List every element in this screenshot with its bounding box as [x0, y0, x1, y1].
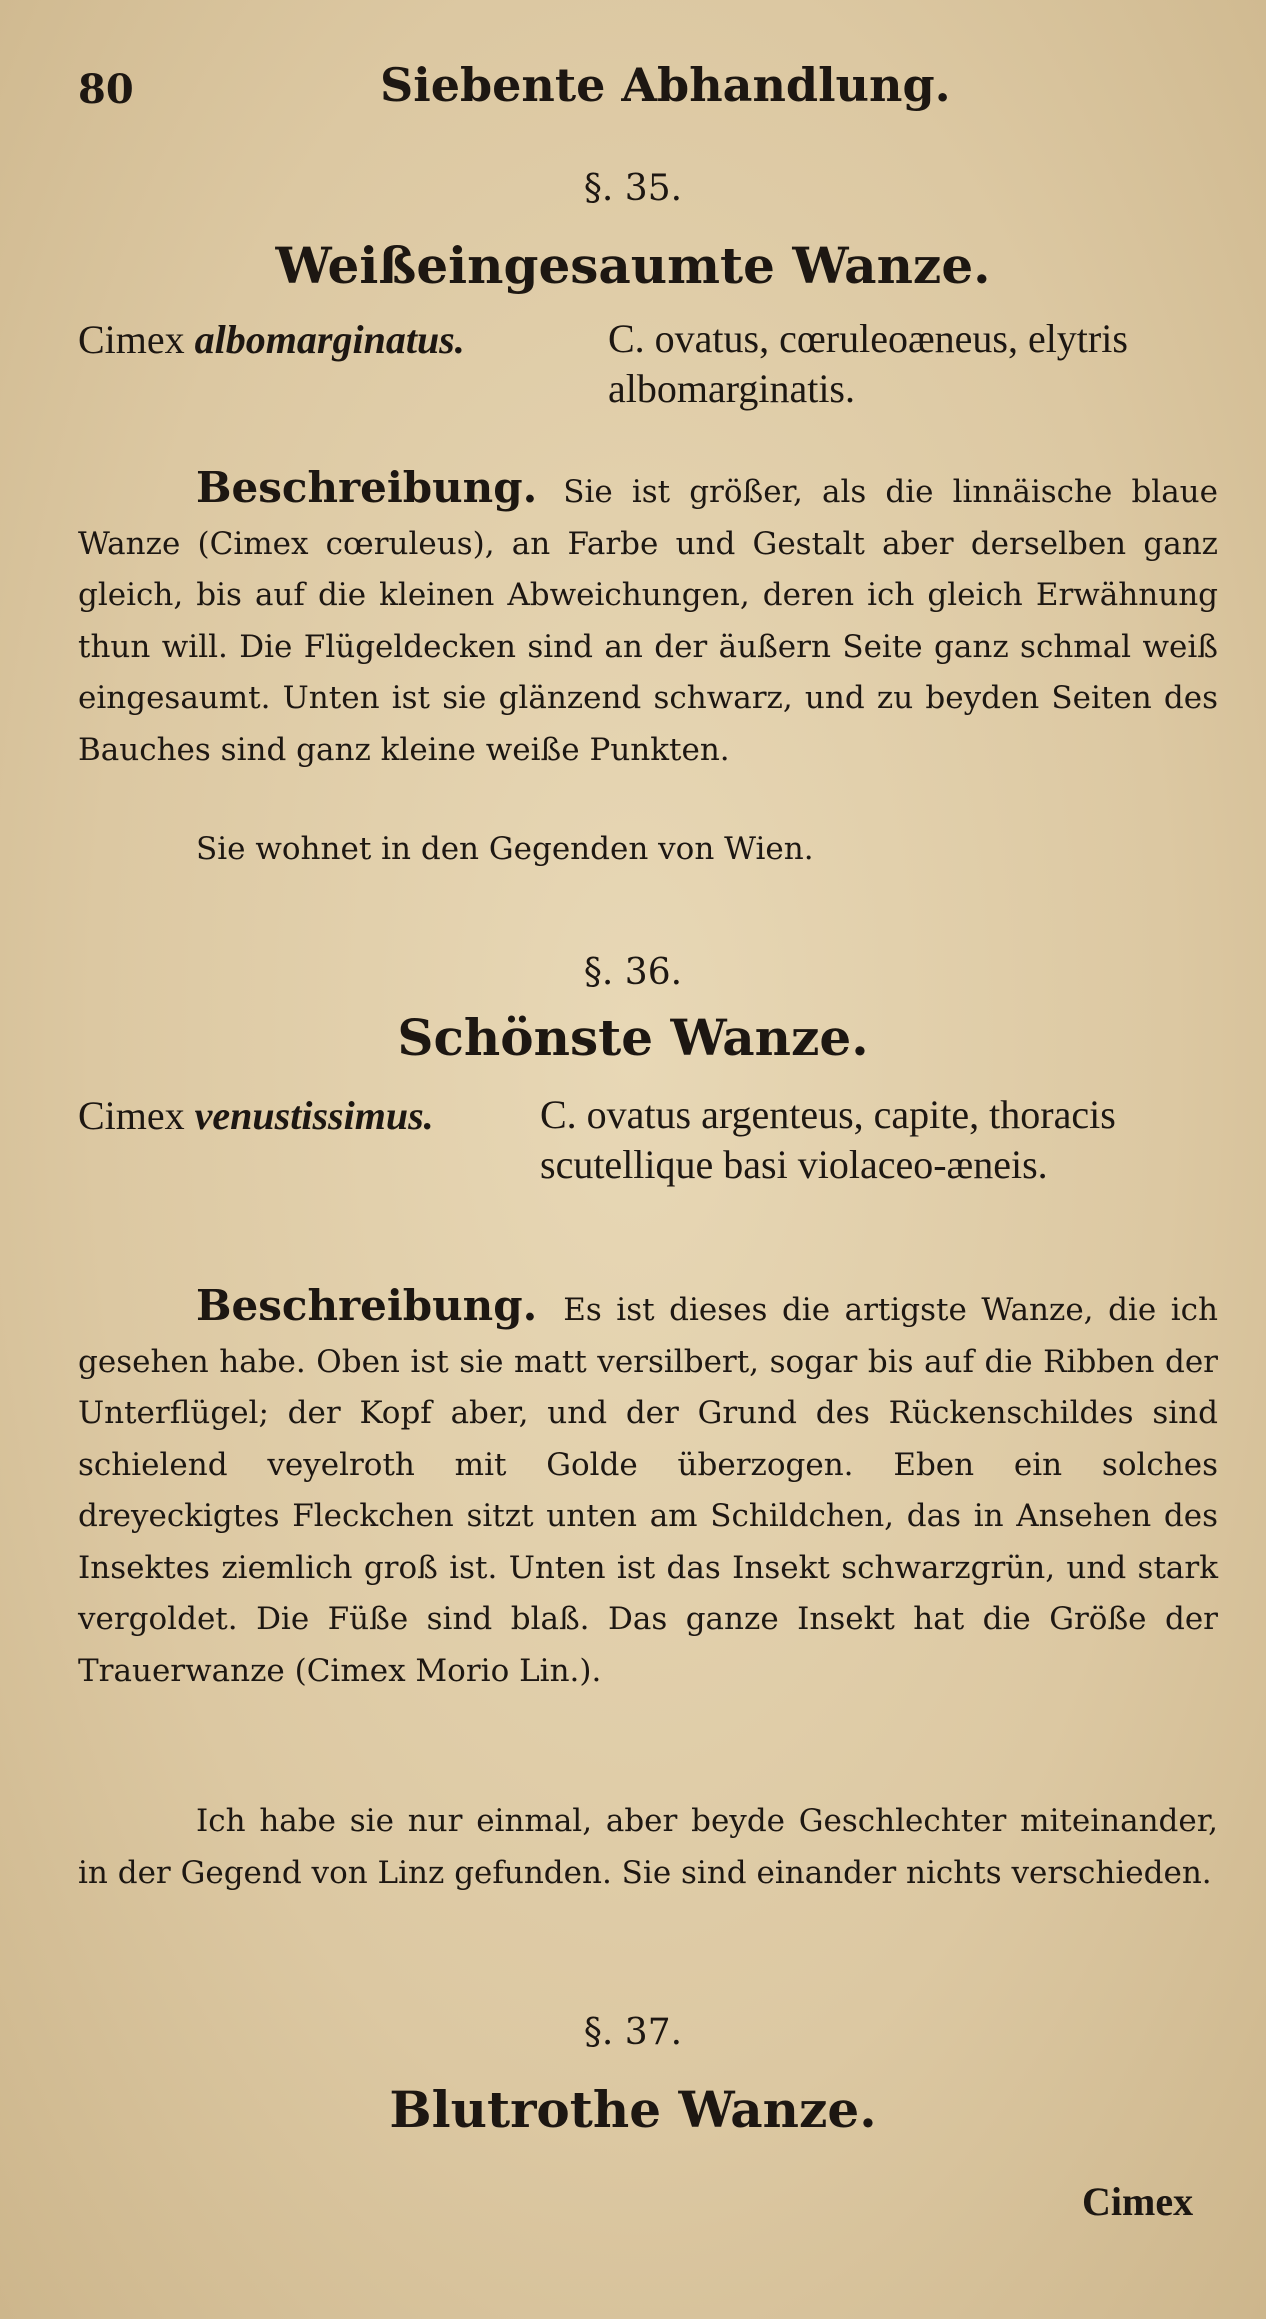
description-36 [78, 1280, 1218, 1697]
diagnosis-35: C. ovatus, cœruleoæneus, elytris albomarginatis. [608, 316, 1128, 411]
catchword: Cimex [1082, 2179, 1194, 2224]
note-text: Ich habe sie nur einmal, aber beyde Geschlechter miteinander, in der Gegend von Linz gefunden. Sie sind einander nichts verschieden. [78, 1803, 1218, 1891]
page-number: 80 [78, 66, 134, 113]
description-35 [78, 462, 1218, 776]
running-title: Siebente Abhandlung. [380, 58, 951, 112]
note-36 [78, 1796, 1218, 1899]
description-label: Beschreibung. [196, 1281, 538, 1330]
latin-species: venustissimus. [194, 1093, 434, 1138]
description-text: Sie ist größer, als die linnäische blaue Wanze (Cimex cœruleus), an Farbe und Gestalt aber derselben ganz gleich, bis auf die kleinen Abweichungen, deren ich gleich Erwähnung thun will. Die Flügeldecken sind an der äußern Seite ganz schmal weiß eingesaumt. Unten ist sie glänzend schwarz, und zu beyden Seiten des Bauches sind ganz kleine weiße Punkten. [78, 474, 1218, 768]
habitat-35 [78, 824, 1218, 876]
latin-genus: Cimex [78, 1093, 185, 1138]
section-title-37: Blutrothe Wanze. [389, 2080, 877, 2139]
section-number-37: §. 37. [583, 2012, 683, 2053]
section-title-36: Schönste Wanze. [397, 1008, 869, 1067]
habitat-text: Sie wohnet in den Gegenden von Wien. [196, 831, 814, 867]
latin-name-36 [78, 1090, 434, 1142]
description-label: Beschreibung. [196, 463, 538, 512]
latin-genus: Cimex [78, 317, 185, 362]
diagnosis-36: C. ovatus argenteus, capite, thoracis scutellique basi violaceo-æneis. [540, 1092, 1116, 1187]
latin-species: albomarginatus. [194, 317, 465, 362]
section-number-35: §. 35. [583, 168, 683, 209]
latin-name-35 [78, 314, 465, 366]
section-title-35: Weißeingesaumte Wanze. [275, 236, 991, 295]
description-text: Es ist dieses die artigste Wanze, die ich gesehen habe. Oben ist sie matt versilbert, sogar bis auf die Ribben der Unterflügel; der Kopf aber, und der Grund des Rückenschildes sind schielend veyelroth mit Golde überzogen. Eben ein solches dreyeckigtes Fleckchen sitzt unten am Schildchen, das in Ansehen des Insektes ziemlich groß ist. Unten ist das Insekt schwarzgrün, und stark vergoldet. Die Füße sind blaß. Das ganze Insekt hat die Größe der Trauerwanze (Cimex Morio Lin.). [78, 1292, 1218, 1689]
section-number-36: §. 36. [583, 952, 683, 993]
